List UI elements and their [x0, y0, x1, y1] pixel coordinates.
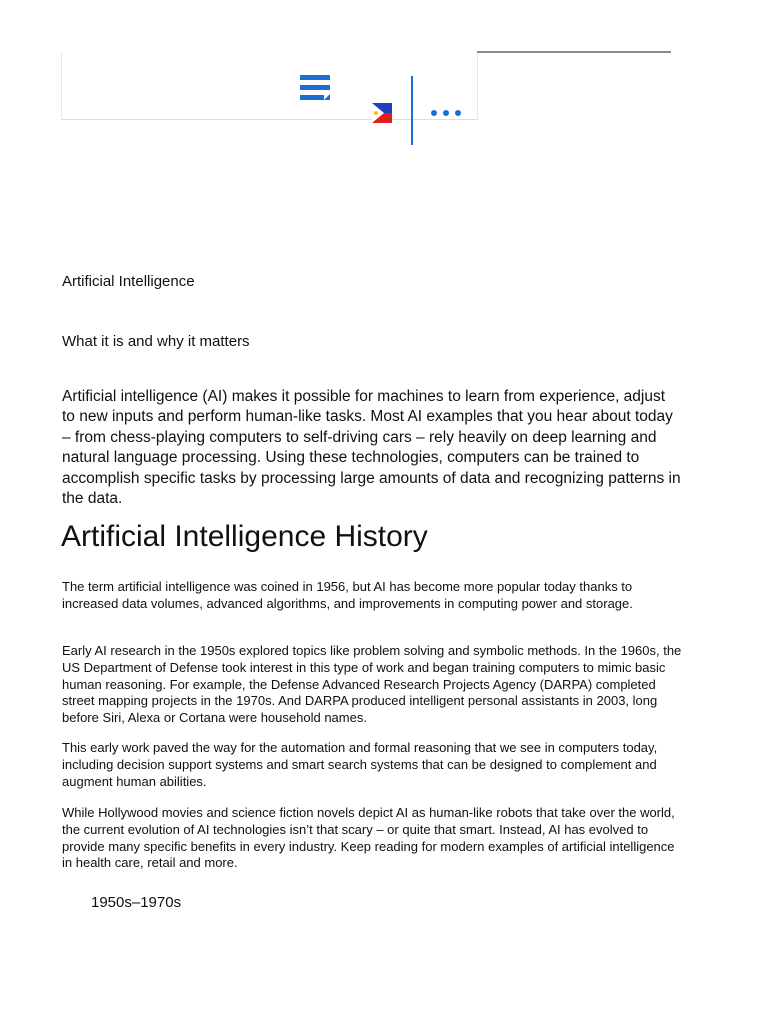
section-heading: Artificial Intelligence History	[61, 520, 428, 553]
page-subtitle: What it is and why it matters	[62, 333, 250, 350]
intro-paragraph: Artificial intelligence (AI) makes it possible for machines to learn from experience, adjust to new inputs and perform human-like tasks. Most AI examples that you hear about today – from chess-playing computers to self-driving cars – rely heavily on deep learning and natural language processing. Using these technologies, computers can be trained to accomplish specific tasks by processing large amounts of data and recognizing patterns in the data.	[62, 388, 681, 508]
philippines-flag-icon[interactable]	[372, 103, 392, 123]
header-frame-left	[61, 53, 62, 120]
history-paragraph: The term artificial intelligence was coined in 1956, but AI has become more popular today thanks to increased data volumes, advanced algorithms, and improvements in computing power and storage.	[62, 579, 633, 611]
header-frame-mid	[477, 53, 478, 120]
header-rule-top	[477, 51, 671, 53]
page-title: Artificial Intelligence	[62, 273, 195, 290]
header-divider	[411, 76, 413, 145]
more-dots-icon[interactable]	[430, 106, 464, 118]
era-label: 1950s–1970s	[91, 894, 182, 911]
history-paragraph: Early AI research in the 1950s explored topics like problem solving and symbolic methods. In the 1960s, the US Department of Defense took interest in this type of work and began training computers to mimic basic human reasoning. For example, the Defense Advanced Research Projects Agency (DARPA) completed street mapping projects in the 1970s. And DARPA produced intelligent personal assistants in 2003, long before Siri, Alexa or Cortana were household names.	[62, 643, 682, 726]
header-rule-bottom	[61, 119, 477, 120]
sas-logo-icon[interactable]	[300, 75, 332, 107]
history-paragraph: While Hollywood movies and science fiction novels depict AI as human-like robots that take over the world, the current evolution of AI technologies isn’t that scary – or quite that smart. Instead, AI has evolved to provide many specific benefits in every industry. Keep reading for modern examples of artificial intelligence in health care, retail and more.	[62, 805, 675, 871]
history-paragraph: This early work paved the way for the automation and formal reasoning that we see in computers today, including decision support systems and smart search systems that can be designed to complement and augment human abilities.	[62, 740, 658, 789]
